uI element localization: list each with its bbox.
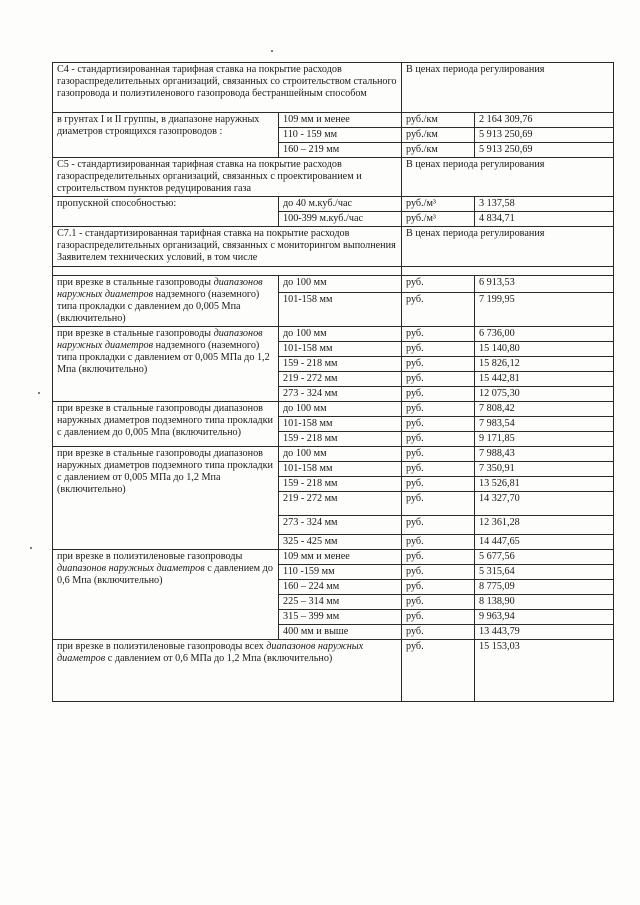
range-cell: 160 – 224 мм [279, 580, 402, 595]
value-cell: 15 153,03 [475, 640, 614, 702]
group-label [53, 550, 279, 640]
value-cell: 9 171,85 [475, 432, 614, 447]
unit-cell: руб. [402, 595, 475, 610]
group-label [53, 276, 279, 327]
unit-cell: руб. [402, 293, 475, 327]
group-label: при врезке в стальные газопроводы диапазонов наружных диаметров подземного типа прокладки с давлением до 0,005 Мпа (включительно) [53, 402, 279, 447]
spacer-cell [53, 267, 402, 276]
range-cell: 159 - 218 мм [279, 477, 402, 492]
final-label [53, 640, 402, 702]
range-cell: 100-399 м.куб./час [279, 212, 402, 227]
range-cell: 273 - 324 мм [279, 387, 402, 402]
group-label [53, 327, 279, 402]
value-cell: 5 913 250,69 [475, 128, 614, 143]
unit-cell: руб. [402, 535, 475, 550]
value-cell: 7 983,54 [475, 417, 614, 432]
table-row [53, 550, 614, 565]
final-label-italic: диапазонов наружных диаметров [57, 641, 364, 664]
unit-cell: руб. [402, 276, 475, 293]
value-cell: 2 164 309,76 [475, 113, 614, 128]
group-label: при врезке в стальные газопроводы диапазонов наружных диаметров подземного типа прокладки с давлением от 0,005 МПа до 1,2 Мпа (включительно) [53, 447, 279, 550]
range-cell: 109 мм и менее [279, 550, 402, 565]
group-label-text: надземного (наземного) типа прокладки с давлением до 0,005 Мпа (включительно) [57, 289, 260, 324]
value-cell: 5 913 250,69 [475, 143, 614, 158]
value-cell: 14 447,65 [475, 535, 614, 550]
table-row [53, 197, 614, 212]
group-label-italic: диапазонов наружных диаметров [57, 277, 263, 300]
range-cell: 273 - 324 мм [279, 516, 402, 535]
unit-cell: руб. [402, 462, 475, 477]
value-cell: 15 140,80 [475, 342, 614, 357]
value-cell: 3 137,58 [475, 197, 614, 212]
range-cell: 400 мм и выше [279, 625, 402, 640]
section-c5-group-label: пропускной способностью: [53, 197, 279, 227]
value-cell: 15 442,81 [475, 372, 614, 387]
range-cell: 160 – 219 мм [279, 143, 402, 158]
unit-cell: руб. [402, 417, 475, 432]
unit-cell: руб. [402, 432, 475, 447]
range-cell: 325 - 425 мм [279, 535, 402, 550]
unit-cell: руб./м³ [402, 212, 475, 227]
value-cell: 6 913,53 [475, 276, 614, 293]
value-cell: 8 138,90 [475, 595, 614, 610]
range-cell: 101-158 мм [279, 342, 402, 357]
group-label-text: надземного (наземного) типа прокладки с давлением от 0,005 МПа до 1,2 Мпа (включительно) [57, 340, 270, 375]
value-cell: 9 963,94 [475, 610, 614, 625]
section-c4-header: С4 - стандартизированная тарифная ставка на покрытие расходов газораспределительных организаций, связанных со строительством стального газопровода и полиэтиленового газопровода бестраншейным способом [53, 63, 402, 113]
unit-cell: руб. [402, 447, 475, 462]
value-cell: 7 988,43 [475, 447, 614, 462]
unit-cell: руб. [402, 610, 475, 625]
value-cell: 7 808,42 [475, 402, 614, 417]
section-c4-header-row [53, 63, 614, 113]
range-cell: 110 - 159 мм [279, 128, 402, 143]
range-cell: 219 - 272 мм [279, 492, 402, 516]
value-cell: 6 736,00 [475, 327, 614, 342]
value-cell: 15 826,12 [475, 357, 614, 372]
table-row [53, 447, 614, 462]
unit-cell: руб./м³ [402, 197, 475, 212]
table-row [53, 113, 614, 128]
unit-cell: руб. [402, 402, 475, 417]
range-cell: 225 – 314 мм [279, 595, 402, 610]
range-cell: 110 -159 мм [279, 565, 402, 580]
range-cell: 315 – 399 мм [279, 610, 402, 625]
value-cell: 7 350,91 [475, 462, 614, 477]
table-row [53, 640, 614, 702]
section-c5-header-row [53, 158, 614, 197]
unit-cell: руб. [402, 477, 475, 492]
group-label-italic: диапазонов наружных диаметров [57, 328, 263, 351]
value-cell: 14 327,70 [475, 492, 614, 516]
value-cell: 4 834,71 [475, 212, 614, 227]
unit-cell: руб./км [402, 113, 475, 128]
unit-cell: руб. [402, 387, 475, 402]
unit-cell: руб. [402, 625, 475, 640]
scan-speck [271, 50, 273, 52]
range-cell: 109 мм и менее [279, 113, 402, 128]
unit-cell: руб. [402, 492, 475, 516]
value-cell: 12 361,28 [475, 516, 614, 535]
spacer-row [53, 267, 614, 276]
section-c71-header: С7.1 - стандартизированная тарифная ставка на покрытие расходов газораспределительных организаций, связанных с мониторингом выполнения Заявителем технических условий, в том числе [53, 227, 402, 267]
range-cell: до 100 мм [279, 276, 402, 293]
value-cell: 8 775,09 [475, 580, 614, 595]
unit-cell: руб. [402, 516, 475, 535]
section-c71-header-row [53, 227, 614, 267]
unit-cell: руб. [402, 327, 475, 342]
range-cell: 101-158 мм [279, 293, 402, 327]
unit-cell: руб. [402, 580, 475, 595]
range-cell: 101-158 мм [279, 417, 402, 432]
spacer-cell [402, 267, 614, 276]
range-cell: 159 - 218 мм [279, 357, 402, 372]
section-c71-period: В ценах периода регулирования [402, 227, 614, 267]
value-cell: 12 075,30 [475, 387, 614, 402]
section-c5-header: С5 - стандартизированная тарифная ставка на покрытие расходов газораспределительных организаций, связанных с проектированием и строительством пунктов редуцирования газа [53, 158, 402, 197]
group-label-italic: диапазонов наружных диаметров [57, 563, 205, 574]
range-cell: 159 - 218 мм [279, 432, 402, 447]
group-label-text: при врезке в стальные газопроводы [57, 328, 212, 339]
value-cell: 5 677,56 [475, 550, 614, 565]
tariff-table [52, 62, 614, 702]
unit-cell: руб./км [402, 143, 475, 158]
unit-cell: руб./км [402, 128, 475, 143]
final-label-text: с давлением от 0,6 МПа до 1,2 Мпа (включительно) [107, 653, 333, 664]
table-row [53, 402, 614, 417]
group-label-text: с давлением до 0,6 Мпа (включительно) [57, 563, 273, 586]
section-c5-period: В ценах периода регулирования [402, 158, 614, 197]
range-cell: 101-158 мм [279, 462, 402, 477]
group-label-text: при врезке в стальные газопроводы [57, 277, 212, 288]
table-row [53, 327, 614, 342]
table-row [53, 276, 614, 293]
unit-cell: руб. [402, 550, 475, 565]
range-cell: до 100 мм [279, 447, 402, 462]
section-c4-group-label: в грунтах I и II группы, в диапазоне наружных диаметров строящихся газопроводов : [53, 113, 279, 158]
section-c4-period: В ценах периода регулирования [402, 63, 614, 113]
value-cell: 13 443,79 [475, 625, 614, 640]
unit-cell: руб. [402, 640, 475, 702]
group-label-text: при врезке в полиэтиленовые газопроводы [57, 551, 243, 562]
value-cell: 7 199,95 [475, 293, 614, 327]
value-cell: 13 526,81 [475, 477, 614, 492]
unit-cell: руб. [402, 342, 475, 357]
scan-speck [38, 392, 40, 394]
range-cell: 219 - 272 мм [279, 372, 402, 387]
unit-cell: руб. [402, 372, 475, 387]
range-cell: до 40 м.куб./час [279, 197, 402, 212]
range-cell: до 100 мм [279, 402, 402, 417]
range-cell: до 100 мм [279, 327, 402, 342]
unit-cell: руб. [402, 565, 475, 580]
scan-speck [30, 547, 32, 549]
value-cell: 5 315,64 [475, 565, 614, 580]
unit-cell: руб. [402, 357, 475, 372]
final-label-text: при врезке в полиэтиленовые газопроводы всех [57, 641, 264, 652]
